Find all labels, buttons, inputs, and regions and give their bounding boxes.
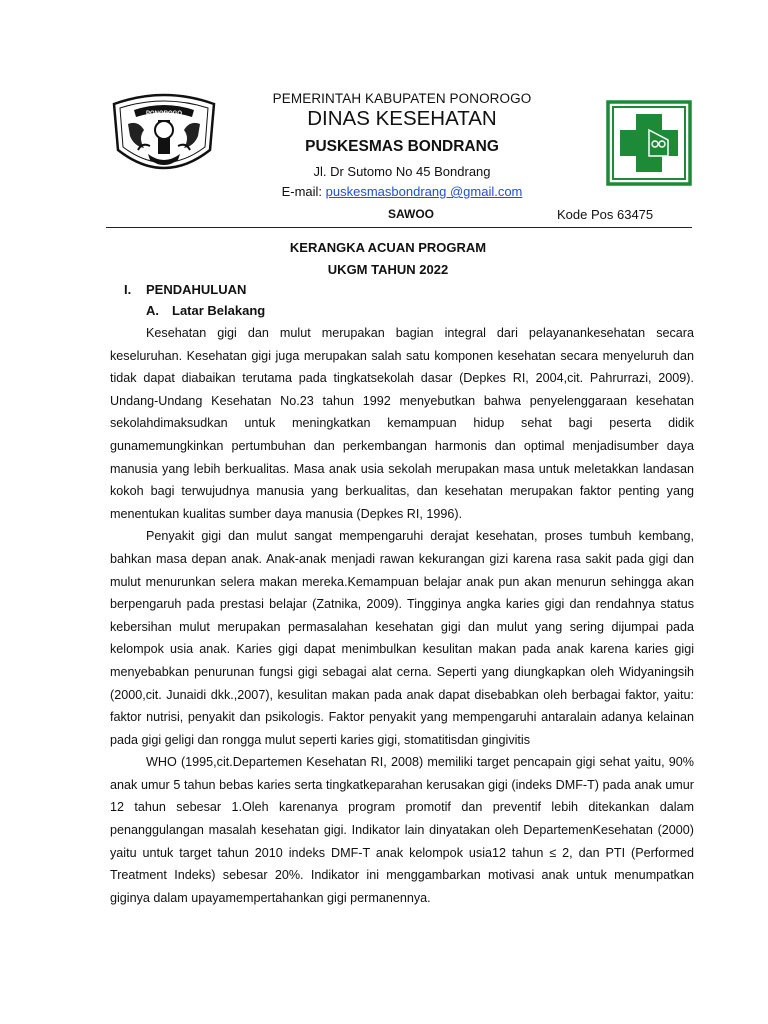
paragraph: Penyakit gigi dan mulut sangat mempengaruhi derajat kesehatan, proses tumbuh kembang, bahkan masa depan anak. Anak-anak menjadi rawan kekurangan gizi karena rasa sakit pada gigi dan mulut menurunkan selera makan mereka.Kemampuan belajar anak pun akan menurun sehingga akan berpengaruh pada prestasi belajar (Zatnika, 2009). Tingginya angka karies gigi dan rendahnya status kebersihan mulut merupakan permasalahan kesehatan gigi dan mulut yang sering dijumpai pada kelompok usia anak. Karies gigi dapat menimbulkan kesulitan makan pada anak karena karies gigi menyebabkan penurunan fungsi gigi sebagai alat cerna. Seperti yang diungkapkan oleh Widyaningsih (2000,cit. Junaidi dkk.,2007), kesulitan makan pada anak dapat disebabkan oleh berbagai faktor, yaitu: faktor nutrisi, penyakit dan psikologis. Faktor penyakit yang mempengaruhi antaralain adanya kelainan pada gigi geligi dan rongga mulut seperti karies gigi, stomatitisdan gingivitis (110, 529, 694, 747)
subsection-label: Latar Belakang (172, 303, 266, 318)
email-link[interactable]: puskesmasbondrang @gmail.com (325, 184, 523, 199)
emblem-text: PONOROGO (145, 111, 183, 117)
paragraph: Kesehatan gigi dan mulut merupakan bagian integral dari pelayanankesehatan secara keseluruhan. Kesehatan gigi juga merupakan salah satu komponen kesehatan secara menyeluruh dan tidak dapat diabaikan terutama pada tingkatsekolah dasar (Depkes RI, 2004,cit. Pahrurrazi, 2009). Undang-Undang Kesehatan No.23 tahun 1992 menyebutkan bahwa penyelenggaraan kesehatan sekolahdimaksudkan untuk meningkatkan kemampuan hidup sehat bagi peserta didik gunamemungkinkan pertumbuhan dan perkembangan harmonis dan optimal menjadisumber daya manusia yang lebih berkualitas. Masa anak usia sekolah merupakan masa untuk meletakkan landasan kokoh bagi terwujudnya manusia yang berkualitas, dan kesehatan merupakan faktor penting yang menentukan kualitas sumber daya manusia (Depkes RI, 1996). (110, 326, 694, 521)
document-subtitle: UKGM TAHUN 2022 (327, 262, 449, 277)
section-label: PENDAHULUAN (146, 282, 247, 297)
email-line (18, 184, 768, 199)
document-title: KERANGKA ACUAN PROGRAM (289, 240, 487, 255)
paragraph: WHO (1995,cit.Departemen Kesehatan RI, 2008) memiliki target pencapain gigi sehat yaitu, 90% anak umur 5 tahun bebas karies serta tingkatkeparahan kerusakan gigi (indeks DMF-T) pada anak umur 12 tahun sebesar 1.Oleh karenanya program promotif dan preventif lebih ditekankan dalam penanggulangan masalah kesehatan gigi. Indikator lain dinyatakan oleh DepartemenKesehatan (2000) yaitu untuk target tahun 2010 indeks DMF-T anak kelompok usia12 tahun ≤ 2, dan PTI (Performed Treatment Indeks) sebesar 20%. Indikator ini menggambarkan motivasi anak untuk menumpatkan giginya dalam upayamempertahankan gigi permanennya. (110, 755, 694, 905)
email-label: E-mail: (281, 184, 326, 199)
section-number: I. (124, 282, 132, 297)
government-name: PEMERINTAH KABUPATEN PONOROGO (272, 91, 532, 106)
postal-code: Kode Pos 63475 (557, 207, 654, 222)
header-divider (106, 227, 692, 228)
address: Jl. Dr Sutomo No 45 Bondrang (313, 164, 491, 179)
district-name: SAWOO (388, 207, 435, 221)
subsection-number: A. (146, 303, 159, 318)
subsection-heading (146, 303, 265, 318)
section-heading (124, 282, 246, 297)
body-text (110, 322, 694, 909)
department-name: DINAS KESEHATAN (307, 107, 497, 130)
institution-name: PUSKESMAS BONDRANG (305, 138, 499, 155)
